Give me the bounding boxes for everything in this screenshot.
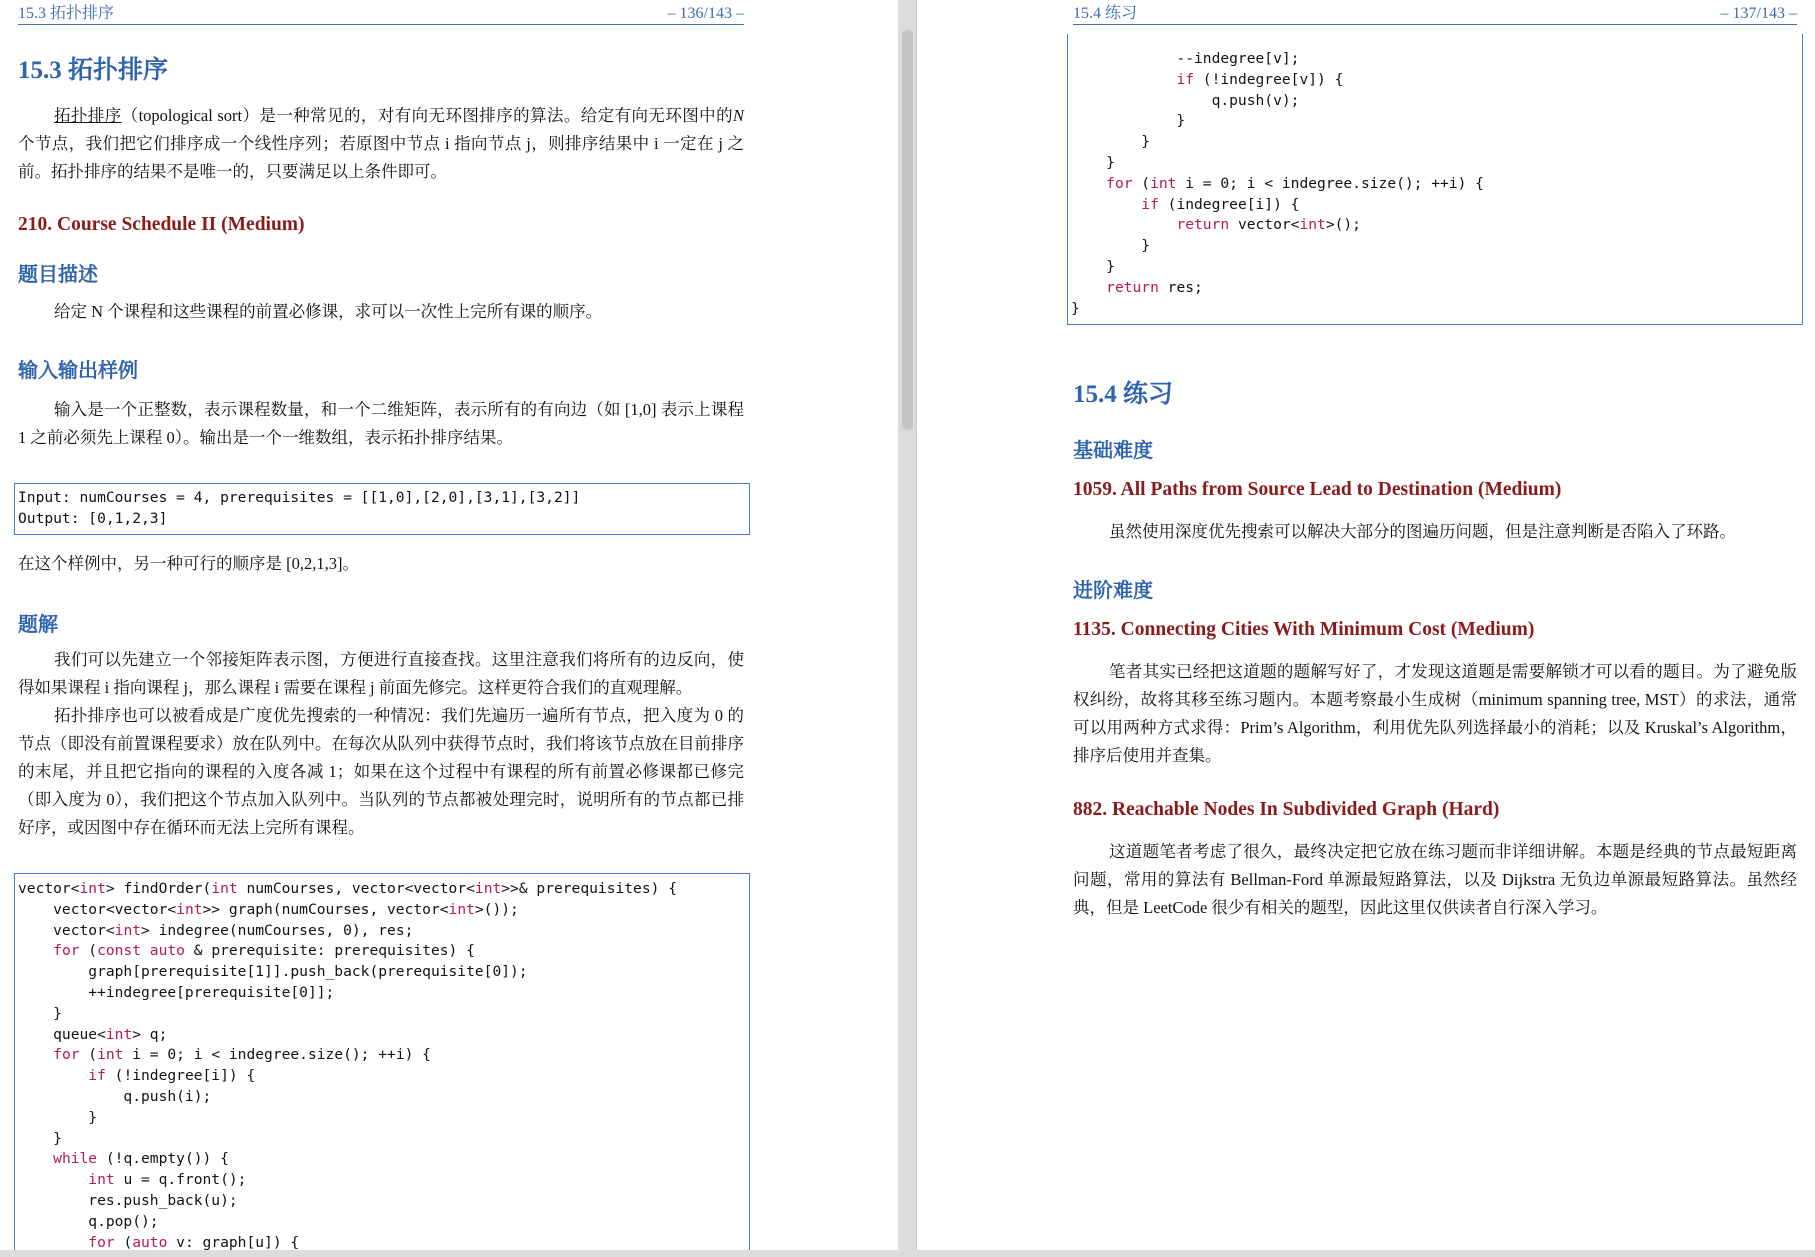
intro-text-1: （topological sort）是一种常见的，对有向无环图排序的算法。给定有向无环图中的 <box>121 106 733 125</box>
problem-1135-text: 笔者其实已经把这道题的题解写好了，才发现这道题是需要解锁才可以看的题目。为了避免版权纠纷，故将其移至练习题内。本题考察最小生成树（minimum spanning tree, MST）的求法，通常可以用两种方式求得：Prim’s Algorithm，利用优先队列选择最小的消耗；以及 Kruskal’s Algorithm，排序后使用并查集。 <box>1073 662 1797 765</box>
example-output: Output: [0,1,2,3] <box>18 509 168 527</box>
code-block-right <box>1067 34 1803 325</box>
code-line: for (const auto & prerequisite: prerequisites) { <box>53 942 475 960</box>
code-line: } <box>1071 237 1151 255</box>
example-input: Input: numCourses = 4, prerequisites = [[1,0],[2,0],[3,1],[3,2]] <box>18 489 581 506</box>
advanced-heading: 进阶难度 <box>1073 580 1153 602</box>
running-header <box>1073 4 1797 25</box>
io-heading: 输入输出样例 <box>18 360 138 382</box>
code-line: if (indegree[i]) { <box>1141 195 1300 213</box>
code-line: } <box>1071 112 1186 130</box>
code-line: graph[prerequisite[1]].push_back(prerequisite[0]); <box>18 963 528 981</box>
code-line: } <box>18 1129 62 1147</box>
problem-882-text: 这道题笔者考虑了很久，最终决定把它放在练习题而非详细讲解。本题是经典的节点最短距离问题，常用的算法有 Bellman-Ford 单源最短路算法，以及 Dijkstra 无负边单源最短路算法。虽然经典，但是 LeetCode 很少有相关的题型，因此这里仅供读者自行深入学习。 <box>1073 842 1797 917</box>
description-text: 给定 N 个课程和这些课程的前置必修课，求可以一次性上完所有课的顺序。 <box>54 302 603 321</box>
code-line: if (!indegree[v]) { <box>1176 70 1344 88</box>
code-line: q.push(i); <box>18 1087 212 1105</box>
code-line: } <box>18 1004 62 1022</box>
code-line: } <box>1071 257 1115 275</box>
solution-paragraph-1: 我们可以先建立一个邻接矩阵表示图，方便进行直接查找。这里注意我们将所有的边反向，使得如果课程 i 指向课程 j，那么课程 i 需要在课程 j 前面先修完。这样更符合我们的直观理解。 <box>18 650 744 697</box>
code-line: queue<int> q; <box>18 1025 168 1043</box>
code-line: vector<vector<int>> graph(numCourses, vector<int>()); <box>18 900 519 918</box>
header-page-number: – 136/143 – <box>667 5 744 22</box>
code-line: while (!q.empty()) { <box>53 1150 229 1168</box>
section-title: 15.4 练习 <box>1073 381 1174 408</box>
problem-title: 210. Course Schedule II (Medium) <box>18 214 305 235</box>
example-box <box>14 483 750 535</box>
code-line: if (!indegree[i]) { <box>88 1067 256 1085</box>
example-note: 在这个样例中，另一种可行的顺序是 [0,2,1,3]。 <box>18 554 359 573</box>
code-line: for (auto v: graph[u]) { <box>88 1233 300 1250</box>
problem-1059-title: 1059. All Paths from Source Lead to Destination (Medium) <box>1073 479 1562 500</box>
code-line: --indegree[v]; <box>1071 50 1300 67</box>
vertical-scrollbar[interactable] <box>898 0 917 1250</box>
var-n: N <box>733 106 745 125</box>
section-title: 15.3 拓扑排序 <box>18 57 169 84</box>
code-line: vector<int> indegree(numCourses, 0), res; <box>18 921 414 939</box>
code-line: } <box>1071 299 1080 317</box>
code-line: int u = q.front(); <box>88 1171 247 1189</box>
code-listing <box>1068 34 1802 319</box>
scrollbar-thumb[interactable] <box>902 30 913 430</box>
problem-1059-text: 虽然使用深度优先搜索可以解决大部分的图遍历问题，但是注意判断是否陷入了环路。 <box>1109 522 1736 541</box>
header-page-number: – 137/143 – <box>1720 5 1797 22</box>
solution-heading: 题解 <box>18 614 58 636</box>
code-line: ++indegree[prerequisite[0]]; <box>18 983 335 1001</box>
horizontal-scrollbar[interactable] <box>0 1250 1815 1257</box>
code-line: q.push(v); <box>1071 91 1300 109</box>
code-line: res.push_back(u); <box>18 1191 238 1209</box>
code-line: vector<int> findOrder(int numCourses, vector<vector<int>>& prerequisites) { <box>18 880 677 897</box>
code-line: for (int i = 0; i < indegree.size(); ++i) { <box>1106 174 1484 192</box>
intro-text-2: 个节点，我们把它们排序成一个线性序列；若原图中节点 i 指向节点 j，则排序结果中 i 一定在 j 之前。拓扑排序的结果不是唯一的，只要满足以上条件即可。 <box>18 134 744 181</box>
problem-1135-title: 1135. Connecting Cities With Minimum Cost (Medium) <box>1073 619 1535 640</box>
left-page <box>0 0 898 1250</box>
code-listing <box>15 874 749 1250</box>
running-header <box>18 4 744 25</box>
code-block-left <box>14 873 750 1250</box>
header-section-label: 15.3 拓扑排序 <box>18 5 115 22</box>
code-line: } <box>1071 153 1115 171</box>
code-line: for (int i = 0; i < indegree.size(); ++i) { <box>53 1046 431 1064</box>
term-link[interactable]: 拓扑排序 <box>54 106 122 125</box>
code-line: q.pop(); <box>18 1212 159 1230</box>
code-line: } <box>18 1108 98 1126</box>
solution-paragraph-2: 拓扑排序也可以被看成是广度优先搜索的一种情况：我们先遍历一遍所有节点，把入度为 0 的节点（即没有前置课程要求）放在队列中。在每次从队列中获得节点时，我们将该节点放在目前排序的末尾，并且把它指向的课程的入度各减 1；如果在这个过程中有课程的所有前置必修课都已修完（即入度为 0），我们把这个节点加入队列中。当队列的节点都被处理完时，说明所有的节点都已排好序，或因图中存在循环而无法上完所有课程。 <box>18 706 744 837</box>
header-section-label: 15.4 练习 <box>1073 5 1138 22</box>
description-heading: 题目描述 <box>18 264 98 286</box>
basic-heading: 基础难度 <box>1073 440 1153 462</box>
code-line: } <box>1071 133 1151 151</box>
io-text: 输入是一个正整数，表示课程数量，和一个二维矩阵，表示所有的有向边（如 [1,0] 表示上课程 1 之前必须先上课程 0）。输出是一个一维数组，表示拓扑排序结果。 <box>18 400 744 447</box>
intro-paragraph <box>18 102 744 186</box>
problem-882-title: 882. Reachable Nodes In Subdivided Graph (Hard) <box>1073 799 1500 820</box>
code-line: return vector<int>(); <box>1176 216 1361 234</box>
code-line: return res; <box>1106 278 1203 296</box>
right-page <box>917 0 1815 1250</box>
